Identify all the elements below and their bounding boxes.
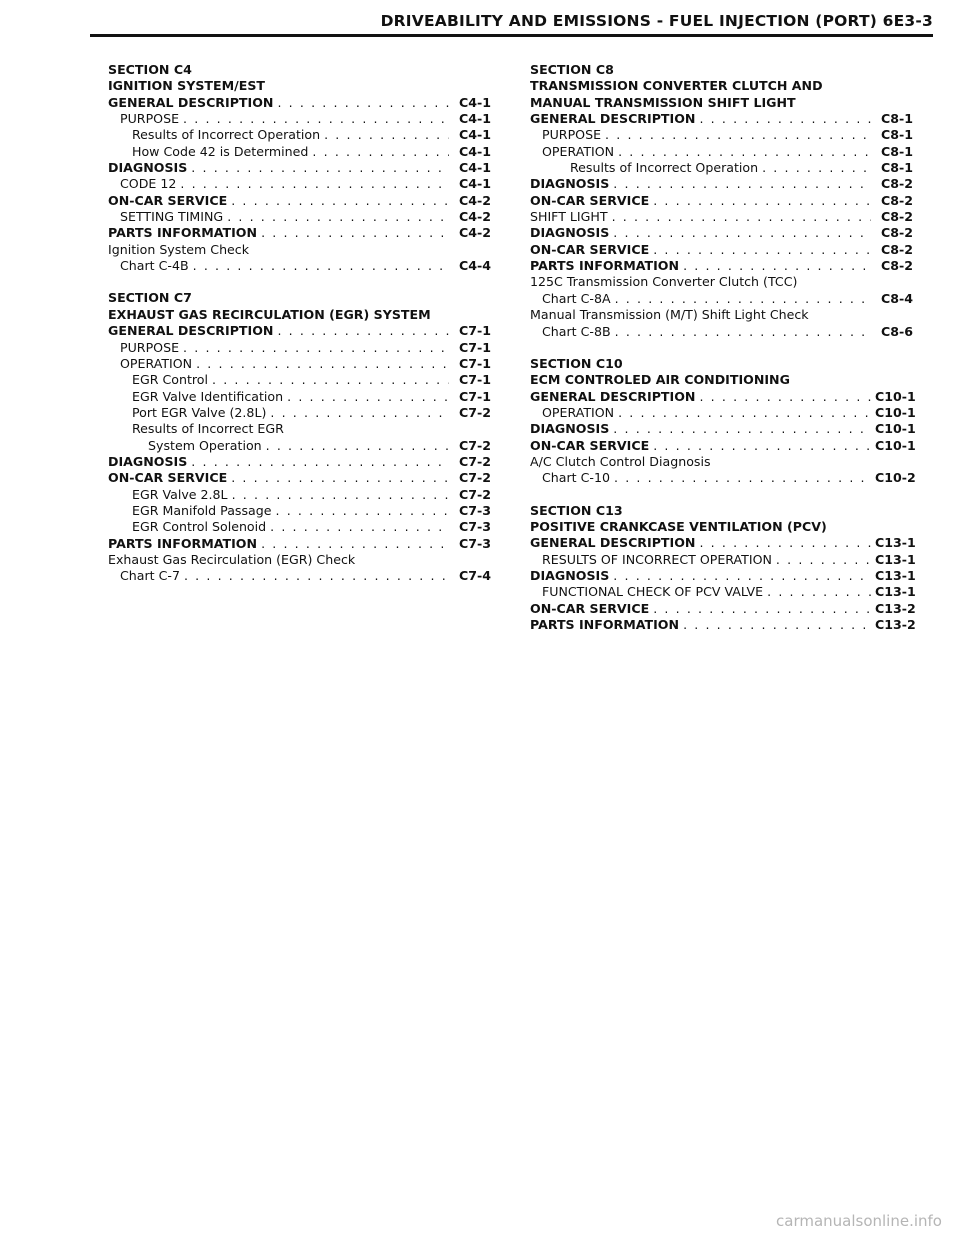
toc-page-number: C7-3: [459, 502, 491, 518]
section-heading: EXHAUST GAS RECIRCULATION (EGR) SYSTEM: [108, 306, 431, 322]
dot-leader: [683, 617, 871, 633]
section-heading: MANUAL TRANSMISSION SHIFT LIGHT: [530, 94, 796, 110]
toc-page-number: C10-2: [875, 470, 916, 486]
toc-right-column: [530, 62, 916, 649]
toc-page-number: C10-1: [875, 404, 916, 420]
toc-page-number: C7-2: [459, 470, 491, 486]
section-heading: SECTION C10: [530, 355, 623, 371]
dot-leader: [276, 503, 450, 519]
toc-page-number: C8-1: [881, 127, 913, 143]
dot-leader: [232, 487, 449, 503]
toc-entry-parts-information[interactable]: [530, 617, 916, 633]
toc-entry-chart-c-8b[interactable]: [530, 324, 913, 340]
section-heading: SECTION C7: [108, 290, 192, 306]
toc-page-number: C7-1: [459, 339, 491, 355]
dot-leader: [605, 127, 871, 143]
toc-page-number: C8-2: [881, 241, 913, 257]
toc-entry-title: FUNCTIONAL CHECK OF PCV VALVE: [542, 584, 764, 600]
dot-leader: [612, 209, 871, 225]
watermark-text: carmanualsonline.info: [776, 1212, 942, 1230]
toc-entry-egr-valve-identification[interactable]: [108, 389, 491, 405]
toc-entry-title: Port EGR Valve (2.8L): [132, 404, 267, 420]
section-heading: POSITIVE CRANKCASE VENTILATION (PCV): [530, 518, 827, 534]
toc-entry-title: Results of Incorrect Operation: [132, 127, 321, 143]
toc-entry-title: EGR Control: [132, 372, 208, 388]
toc-entry-title: ON-CAR SERVICE: [530, 600, 650, 616]
toc-entry-title: SHIFT LIGHT: [530, 209, 608, 225]
dot-leader: [191, 454, 449, 470]
toc-page-number: C13-2: [875, 617, 916, 632]
section-heading: IGNITION SYSTEM/EST: [108, 78, 266, 94]
toc-page-number: C8-1: [881, 111, 913, 127]
toc-page-number: C8-2: [881, 209, 913, 225]
toc-entry-title: PURPOSE: [120, 339, 180, 355]
toc-entry-title: DIAGNOSIS: [530, 225, 610, 241]
toc-entry-title: GENERAL DESCRIPTION: [108, 94, 274, 110]
toc-entry-general-description[interactable]: [530, 535, 916, 551]
toc-page-number: C8-2: [881, 258, 913, 274]
dot-leader: [699, 111, 871, 127]
dot-leader: [613, 568, 871, 584]
toc-entry-egr-valve-2-8l[interactable]: [108, 487, 491, 503]
toc-page-number: C7-2: [459, 486, 491, 502]
toc-entry-title: PARTS INFORMATION: [108, 225, 258, 241]
toc-page-number: C4-4: [459, 258, 491, 274]
dot-leader: [699, 389, 871, 405]
toc-entry-how-code-42-is-determined[interactable]: [108, 144, 491, 160]
toc-page-number: C13-1: [875, 551, 916, 567]
toc-subheading: Manual Transmission (M/T) Shift Light Check: [530, 307, 809, 323]
toc-entry-title: EGR Valve Identification: [132, 388, 284, 404]
toc-page-number: C13-1: [875, 535, 916, 551]
toc-entry-general-description[interactable]: [108, 95, 491, 111]
dot-leader: [231, 470, 449, 486]
toc-page-number: C7-1: [459, 388, 491, 404]
toc-entry-system-operation[interactable]: [108, 438, 491, 454]
toc-entry-title: CODE 12: [120, 176, 177, 192]
toc-entry-title: DIAGNOSIS: [530, 567, 610, 583]
toc-entry-title: ON-CAR SERVICE: [108, 192, 228, 208]
toc-entry-setting-timing[interactable]: [108, 209, 491, 225]
dot-leader: [270, 519, 449, 535]
dot-leader: [683, 258, 871, 274]
toc-entry-purpose[interactable]: [108, 111, 491, 127]
dot-leader: [184, 568, 449, 584]
dot-leader: [613, 225, 871, 241]
toc-page-number: C4-2: [459, 192, 491, 208]
toc-entry-title: OPERATION: [120, 355, 193, 371]
toc-entry-title: DIAGNOSIS: [108, 453, 188, 469]
toc-page-number: C4-1: [459, 111, 491, 127]
toc-entry-egr-control[interactable]: [108, 372, 491, 388]
toc-entry-diagnosis[interactable]: [108, 160, 491, 176]
toc-entry-title: Chart C-4B: [120, 258, 189, 274]
toc-entry-title: PURPOSE: [542, 127, 602, 143]
toc-entry-operation[interactable]: [530, 404, 916, 421]
dot-leader: [180, 176, 449, 192]
toc-entry-egr-manifold-passage[interactable]: [108, 503, 491, 519]
toc-subheading: 125C Transmission Converter Clutch (TCC): [530, 274, 798, 290]
toc-entry-title: GENERAL DESCRIPTION: [530, 388, 696, 404]
toc-entry-parts-information[interactable]: [108, 536, 491, 552]
toc-entry-results-of-incorrect-operation[interactable]: [530, 160, 913, 176]
toc-entry-title: PURPOSE: [120, 111, 180, 127]
toc-section: [530, 62, 913, 340]
toc-entry-results-of-incorrect-operation[interactable]: [108, 127, 491, 143]
dot-leader: [613, 176, 871, 192]
dot-leader: [277, 95, 449, 111]
dot-leader: [762, 160, 871, 176]
toc-page-number: C8-2: [881, 192, 913, 208]
dot-leader: [613, 421, 871, 437]
dot-leader: [183, 111, 449, 127]
toc-entry-on-car-service[interactable]: [108, 193, 491, 209]
dot-leader: [653, 438, 871, 454]
toc-entry-title: SETTING TIMING: [120, 209, 224, 225]
toc-entry-functional-check-of-pcv-valve[interactable]: [530, 584, 916, 600]
toc-page-number: C4-1: [459, 160, 491, 176]
toc-page-number: C13-2: [875, 600, 916, 616]
toc-page-number: C4-1: [459, 176, 491, 192]
toc-page-number: C13-1: [875, 567, 916, 583]
toc-page-number: C4-1: [459, 94, 491, 110]
toc-entry-title: System Operation: [148, 437, 262, 453]
dot-leader: [183, 340, 449, 356]
section-heading: SECTION C8: [530, 62, 614, 77]
toc-subheading: A/C Clutch Control Diagnosis: [530, 453, 711, 469]
dot-leader: [261, 225, 449, 241]
toc-page-number: C7-3: [459, 519, 491, 535]
toc-page-number: C8-1: [881, 143, 913, 159]
toc-entry-title: GENERAL DESCRIPTION: [530, 535, 696, 551]
dot-leader: [287, 389, 449, 405]
toc-page-number: C10-1: [875, 421, 916, 437]
toc-entry-chart-c-7[interactable]: [108, 568, 491, 584]
toc-entry-title: ON-CAR SERVICE: [530, 192, 650, 208]
toc-section: [530, 355, 916, 487]
toc-entry-port-egr-valve-2-8l[interactable]: [108, 405, 491, 421]
toc-page-number: C8-1: [881, 160, 913, 176]
dot-leader: [212, 372, 449, 388]
dot-leader: [615, 291, 871, 307]
toc-entry-on-car-service[interactable]: [108, 470, 491, 486]
dot-leader: [776, 552, 871, 568]
toc-page-number: C4-2: [459, 209, 491, 225]
dot-leader: [324, 127, 449, 143]
toc-entry-title: DIAGNOSIS: [530, 421, 610, 437]
toc-entry-on-car-service[interactable]: [530, 193, 913, 209]
toc-entry-title: ON-CAR SERVICE: [108, 470, 228, 486]
toc-entry-general-description[interactable]: [108, 323, 491, 339]
toc-entry-title: OPERATION: [542, 404, 615, 420]
dot-leader: [261, 536, 449, 552]
toc-section: [530, 502, 916, 634]
toc-entry-on-car-service[interactable]: [530, 600, 916, 617]
toc-entry-diagnosis[interactable]: [530, 567, 916, 584]
toc-entry-diagnosis[interactable]: [108, 454, 491, 470]
watermark: [776, 1212, 942, 1230]
toc-page-number: C7-1: [459, 323, 491, 339]
toc-entry-title: OPERATION: [542, 143, 615, 159]
toc-entry-title: ON-CAR SERVICE: [530, 437, 650, 453]
toc-entry-results-of-incorrect-operation[interactable]: [530, 551, 916, 568]
toc-entry-title: ON-CAR SERVICE: [530, 241, 650, 257]
toc-entry-on-car-service[interactable]: [530, 242, 913, 258]
section-heading: TRANSMISSION CONVERTER CLUTCH AND: [530, 78, 823, 94]
toc-entry-code-12[interactable]: [108, 176, 491, 192]
toc-entry-title: RESULTS OF INCORRECT OPERATION: [542, 551, 772, 567]
toc-entry-general-description[interactable]: [530, 388, 916, 405]
toc-entry-on-car-service[interactable]: [530, 437, 916, 454]
dot-leader: [277, 323, 449, 339]
toc-page-number: C8-2: [881, 176, 913, 192]
toc-page-number: C4-1: [459, 127, 491, 143]
toc-entry-title: Chart C-7: [120, 568, 180, 584]
toc-left-column: [108, 62, 491, 601]
dot-leader: [653, 601, 871, 617]
toc-entry-title: How Code 42 is Determined: [132, 143, 309, 159]
toc-page-number: C8-4: [881, 290, 913, 306]
toc-entry-shift-light[interactable]: [530, 209, 913, 225]
section-heading: SECTION C4: [108, 62, 192, 77]
toc-entry-parts-information[interactable]: [530, 258, 913, 274]
toc-page-number: C4-1: [459, 143, 491, 159]
toc-page-number: C7-4: [459, 568, 491, 584]
toc-entry-diagnosis[interactable]: [530, 421, 916, 437]
toc-page-number: C7-2: [459, 453, 491, 469]
toc-page-number: C10-1: [875, 388, 916, 404]
toc-section: [108, 62, 491, 274]
toc-entry-title: DIAGNOSIS: [108, 160, 188, 176]
toc-entry-title: Results of Incorrect Operation: [570, 160, 759, 176]
toc-page-number: C4-2: [459, 225, 491, 241]
toc-entry-purpose[interactable]: [530, 127, 913, 143]
toc-entry-title: EGR Manifold Passage: [132, 502, 272, 518]
section-heading: ECM CONTROLED AIR CONDITIONING: [530, 372, 790, 388]
toc-page-number: C7-1: [459, 372, 491, 388]
dot-leader: [699, 535, 871, 551]
toc-entry-chart-c-8a[interactable]: [530, 291, 913, 307]
toc-page-number: C7-3: [459, 535, 491, 551]
toc-entry-purpose[interactable]: [108, 340, 491, 356]
toc-page-number: C10-1: [875, 437, 916, 453]
toc-entry-title: EGR Valve 2.8L: [132, 486, 228, 502]
dot-leader: [614, 470, 871, 486]
toc-entry-title: Chart C-8B: [542, 323, 611, 339]
toc-entry-general-description[interactable]: [530, 111, 913, 127]
page-header: [90, 12, 933, 37]
toc-entry-operation[interactable]: [108, 356, 491, 372]
toc-entry-parts-information[interactable]: [108, 225, 491, 241]
toc-page-number: C8-6: [881, 323, 913, 339]
toc-entry-chart-c-10[interactable]: [530, 470, 916, 486]
toc-entry-title: PARTS INFORMATION: [530, 258, 680, 274]
dot-leader: [191, 160, 449, 176]
toc-entry-title: DIAGNOSIS: [530, 176, 610, 192]
toc-entry-diagnosis[interactable]: [530, 225, 913, 241]
dot-leader: [227, 209, 449, 225]
dot-leader: [618, 405, 871, 421]
toc-entry-title: GENERAL DESCRIPTION: [108, 323, 274, 339]
dot-leader: [615, 324, 871, 340]
toc-entry-operation[interactable]: [530, 144, 913, 160]
toc-entry-title: EGR Control Solenoid: [132, 519, 267, 535]
toc-entry-title: GENERAL DESCRIPTION: [530, 111, 696, 127]
page-header-title: DRIVEABILITY AND EMISSIONS - FUEL INJECTION (PORT) 6E3-3: [380, 12, 933, 30]
dot-leader: [231, 193, 449, 209]
dot-leader: [266, 438, 449, 454]
dot-leader: [653, 193, 871, 209]
section-heading: SECTION C13: [530, 502, 623, 518]
toc-entry-chart-c-4b[interactable]: [108, 258, 491, 274]
dot-leader: [767, 584, 871, 600]
dot-leader: [312, 144, 449, 160]
toc-entry-title: Chart C-10: [542, 470, 610, 486]
dot-leader: [270, 405, 449, 421]
toc-page-number: C7-2: [459, 404, 491, 420]
dot-leader: [193, 258, 449, 274]
toc-entry-title: Chart C-8A: [542, 290, 611, 306]
toc-subheading: Exhaust Gas Recirculation (EGR) Check: [108, 551, 356, 567]
toc-entry-diagnosis[interactable]: [530, 176, 913, 192]
toc-section: [108, 290, 491, 584]
toc-entry-title: PARTS INFORMATION: [530, 617, 680, 632]
toc-page-number: C7-2: [459, 437, 491, 453]
toc-subheading: Results of Incorrect EGR: [132, 421, 284, 437]
toc-page-number: C7-1: [459, 355, 491, 371]
toc-page-number: C8-2: [881, 225, 913, 241]
dot-leader: [618, 144, 871, 160]
dot-leader: [196, 356, 449, 372]
toc-page-number: C13-1: [875, 584, 916, 600]
toc-entry-title: PARTS INFORMATION: [108, 535, 258, 551]
dot-leader: [653, 242, 871, 258]
toc-entry-egr-control-solenoid[interactable]: [108, 519, 491, 535]
toc-subheading: Ignition System Check: [108, 241, 250, 257]
